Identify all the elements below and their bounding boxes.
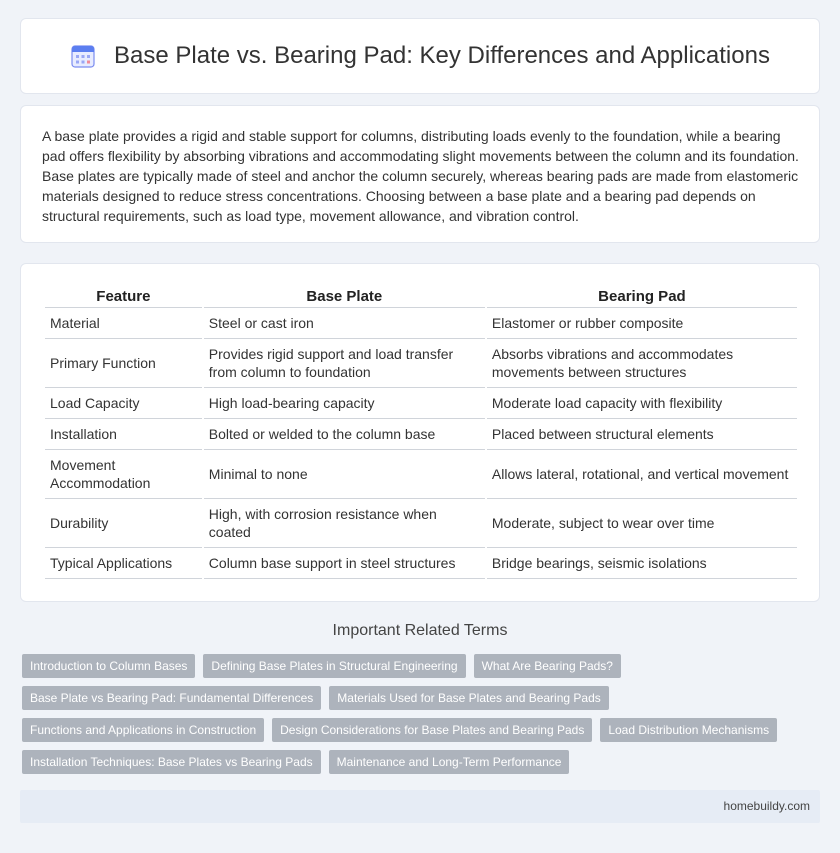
- base-plate-cell: High load-bearing capacity: [204, 388, 485, 419]
- feature-cell: Load Capacity: [45, 388, 202, 419]
- bearing-pad-cell: Moderate, subject to wear over time: [487, 499, 797, 548]
- feature-cell: Durability: [45, 499, 202, 548]
- table-row: [45, 548, 797, 579]
- intro-paragraph: A base plate provides a rigid and stable support for columns, distributing loads evenly to the foundation, while a bearing pad offers flexibility by absorbing vibrations and accommodating slight movements between the column and its foundation. Base plates are typically made of steel and anchor the column securely, whereas bearing pads are made from elastomeric materials designed to reduce stress concentrations. Choosing between a base plate and a bearing pad depends on structural requirements, such as load type, movement allowance, and vibration control.: [42, 128, 799, 224]
- bearing-pad-cell: Placed between structural elements: [487, 419, 797, 450]
- tag-row: [22, 718, 812, 742]
- table-row: [45, 388, 797, 419]
- calendar-icon: [70, 43, 96, 69]
- bearing-pad-cell: Allows lateral, rotational, and vertical movement: [487, 450, 797, 499]
- related-term-tag[interactable]: Introduction to Column Bases: [22, 654, 195, 678]
- base-plate-cell: Minimal to none: [204, 450, 485, 499]
- footer-site-link[interactable]: homebuildy.com: [723, 799, 810, 813]
- feature-cell: Movement Accommodation: [45, 450, 202, 499]
- related-term-tag[interactable]: Defining Base Plates in Structural Engineering: [203, 654, 465, 678]
- header-bearing-pad: Bearing Pad: [487, 282, 797, 308]
- bearing-pad-cell: Moderate load capacity with flexibility: [487, 388, 797, 419]
- bearing-pad-cell: Absorbs vibrations and accommodates movements between structures: [487, 339, 797, 388]
- base-plate-cell: Steel or cast iron: [204, 308, 485, 339]
- table-row: [45, 308, 797, 339]
- related-term-tag[interactable]: Functions and Applications in Construction: [22, 718, 264, 742]
- header-card: [20, 18, 820, 94]
- related-term-tag[interactable]: Design Considerations for Base Plates and Bearing Pads: [272, 718, 592, 742]
- related-term-tag[interactable]: What Are Bearing Pads?: [474, 654, 621, 678]
- base-plate-cell: Provides rigid support and load transfer from column to foundation: [204, 339, 485, 388]
- tag-row: [22, 686, 812, 710]
- title-wrap: [70, 42, 770, 70]
- feature-cell: Primary Function: [45, 339, 202, 388]
- table-row: [45, 499, 797, 548]
- header-base-plate: Base Plate: [204, 282, 485, 308]
- base-plate-cell: Column base support in steel structures: [204, 548, 485, 579]
- footer: [20, 790, 820, 823]
- related-term-tag[interactable]: Load Distribution Mechanisms: [600, 718, 777, 742]
- comparison-card: [20, 263, 820, 602]
- table-row: [45, 339, 797, 388]
- base-plate-cell: High, with corrosion resistance when coated: [204, 499, 485, 548]
- comparison-table: [43, 282, 799, 579]
- related-terms-heading: Important Related Terms: [332, 622, 508, 639]
- base-plate-cell: Bolted or welded to the column base: [204, 419, 485, 450]
- related-term-tag[interactable]: Maintenance and Long-Term Performance: [329, 750, 570, 774]
- related-terms-list: [22, 654, 812, 782]
- table-row: [45, 450, 797, 499]
- feature-cell: Material: [45, 308, 202, 339]
- tag-row: [22, 654, 812, 678]
- tag-row: [22, 750, 812, 774]
- bearing-pad-cell: Elastomer or rubber composite: [487, 308, 797, 339]
- table-header-row: [45, 282, 797, 308]
- related-term-tag[interactable]: Base Plate vs Bearing Pad: Fundamental Differences: [22, 686, 321, 710]
- feature-cell: Typical Applications: [45, 548, 202, 579]
- intro-card: [20, 105, 820, 243]
- header-feature: Feature: [45, 282, 202, 308]
- bearing-pad-cell: Bridge bearings, seismic isolations: [487, 548, 797, 579]
- page-title: Base Plate vs. Bearing Pad: Key Differences and Applications: [114, 42, 770, 69]
- table-row: [45, 419, 797, 450]
- feature-cell: Installation: [45, 419, 202, 450]
- related-term-tag[interactable]: Materials Used for Base Plates and Bearing Pads: [329, 686, 608, 710]
- related-term-tag[interactable]: Installation Techniques: Base Plates vs Bearing Pads: [22, 750, 321, 774]
